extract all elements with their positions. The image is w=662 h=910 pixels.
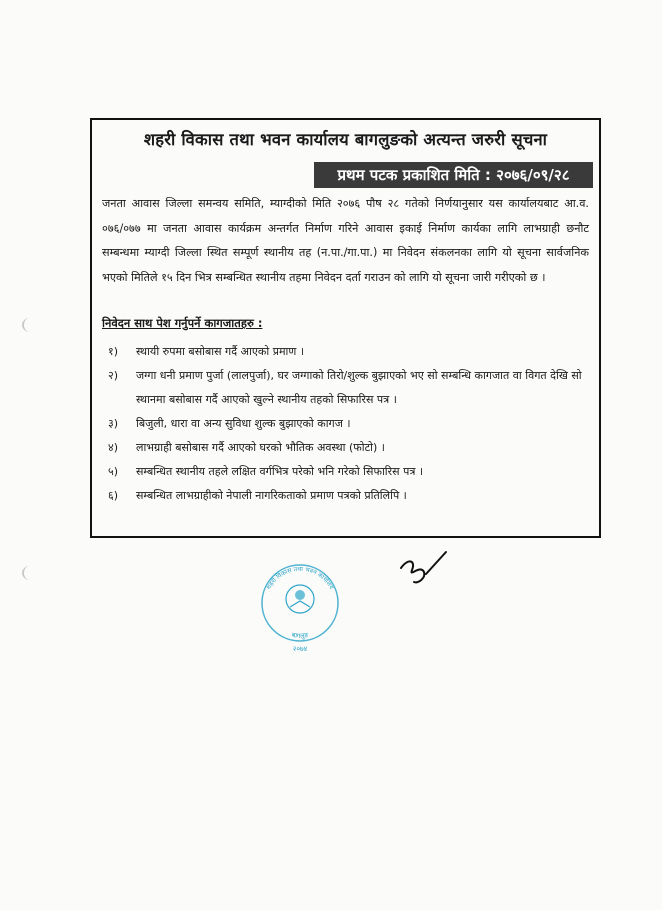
list-item xyxy=(102,412,585,436)
list-item xyxy=(102,364,585,412)
first-published-date-bar: प्रथम पटक प्रकाशित मिति : २०७६/०९/२८ xyxy=(314,162,593,188)
list-item-text: स्थायी रुपमा बसोबास गर्दै आएको प्रमाण । xyxy=(136,345,304,358)
list-item xyxy=(102,340,585,364)
list-item-number: ३) xyxy=(108,417,119,430)
punch-hole-mark xyxy=(22,566,38,580)
svg-text:बागलुङ xyxy=(291,631,310,640)
list-item-number: ५) xyxy=(108,465,119,478)
seal-year: २०७४ xyxy=(292,645,308,653)
notice-body: जनता आवास जिल्ला समन्वय समिति, म्याग्दीको मिति २०७६ पौष २८ गतेको निर्णयानुसार यस कार्यालयबाट आ.व. ०७६/०७७ मा जनता आवास कार्यक्रम अन्तर्गत निर्माण गरिने आवास इकाई निर्माण कार्यका लागि लाभग्राही छनौट सम्बन्धमा म्याग्दी जिल्ला स्थित सम्पूर्ण स्थानीय तह (न.पा./गा.पा.) मा निवेदन संकलनका लागि यो सूचना सार्वजनिक भएको मितिले १५ दिन भित्र सम्बन्धित स्थानीय तहमा निवेदन दर्ता गराउन को लागि यो सूचना जारी गरीएको छ । xyxy=(102,197,589,284)
list-item-number: १) xyxy=(108,345,119,358)
list-item-number: २) xyxy=(108,369,119,382)
seal-text-top: शहरी विकास तथा भवन कार्यालय xyxy=(265,565,335,591)
list-item-text: बिजुली, धारा वा अन्य सुविधा शुल्क बुझाएको कागज । xyxy=(136,417,351,430)
notice-headline: शहरी विकास तथा भवन कार्यालय बागलुङको अत्यन्त जरुरी सूचना xyxy=(143,130,548,149)
list-item xyxy=(102,484,585,508)
svg-text:शहरी विकास तथा भवन कार्यालय xyxy=(265,566,335,591)
list-item-text: लाभग्राही बसोबास गर्दै आएको घरको भौतिक अवस्था (फोटो) । xyxy=(136,441,385,454)
list-item-number: ६) xyxy=(108,489,119,502)
punch-hole-mark xyxy=(22,318,38,332)
list-item-text: जग्गा धनी प्रमाण पुर्जा (लालपुर्जा), घर जग्गाको तिरो/शुल्क बुझाएको भए सो सम्बन्धि कागजात वा विगत देखि सो स्थानमा बसोबास गर्दै आएको खुल्ने स्थानीय तहको सिफारिस पत्र । xyxy=(136,369,582,406)
list-item xyxy=(102,460,585,484)
seal-text-bottom: बागलुङ xyxy=(290,630,310,640)
required-documents-heading: निवेदन साथ पेश गर्नुपर्ने कागजातहरु : xyxy=(102,316,263,330)
office-seal-icon xyxy=(250,555,350,655)
required-documents-list xyxy=(102,340,585,508)
signature-icon xyxy=(398,548,450,588)
notice-box xyxy=(90,118,601,538)
list-item-text: सम्बन्धित स्थानीय तहले लक्षित वर्गभित्र परेको भनि गरेको सिफारिस पत्र । xyxy=(136,465,424,478)
list-item xyxy=(102,436,585,460)
list-item-number: ४) xyxy=(108,441,119,454)
list-item-text: सम्बन्धित लाभग्राहीको नेपाली नागरिकताको प्रमाण पत्रको प्रतिलिपि । xyxy=(136,489,407,502)
